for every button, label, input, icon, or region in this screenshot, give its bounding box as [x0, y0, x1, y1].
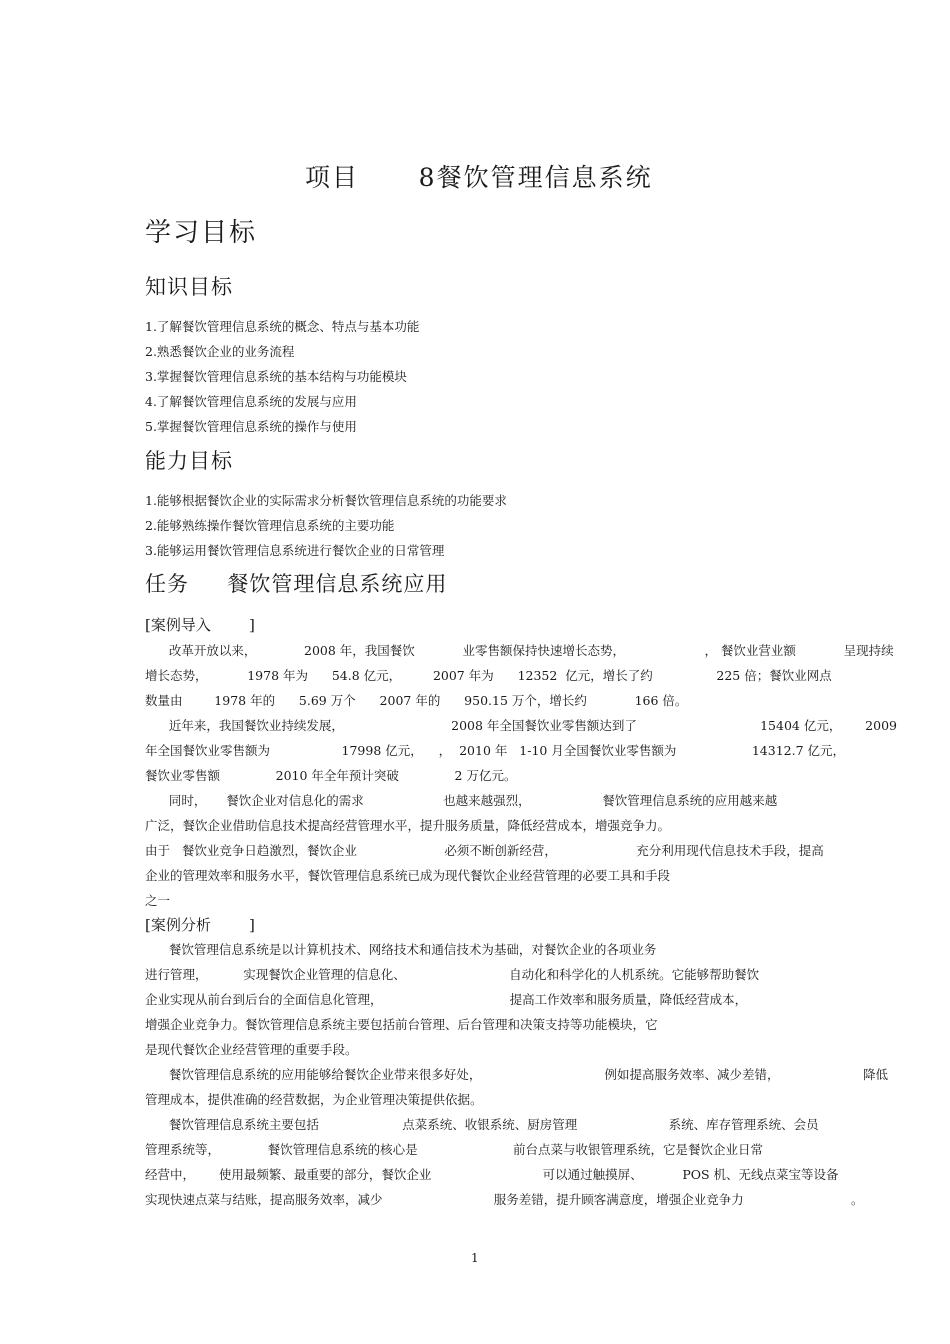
analysis-line: 餐饮管理信息系统主要包括 点菜系统、收银系统、厨房管理 系统、库存管理系统、会员	[145, 1117, 819, 1132]
case-line: 数量由 1978 年的 5.69 万个 2007 年的 950.15 万个，增长约 166 倍。	[145, 693, 688, 708]
analysis-line: 是现代餐饮企业经营管理的重要手段。	[145, 1042, 358, 1057]
knowledge-item: 3.掌握餐饮管理信息系统的基本结构与功能模块	[145, 369, 407, 384]
analysis-line: 管理系统等， 餐饮管理信息系统的核心是 前台点菜与收银管理系统，它是餐饮企业日常	[145, 1142, 764, 1157]
page-number: 1	[471, 1251, 479, 1265]
case-intro-label: [案例导入 ]	[145, 616, 255, 634]
case-analysis-label: [案例分析 ]	[145, 916, 255, 934]
knowledge-item: 5.掌握餐饮管理信息系统的操作与使用	[145, 419, 357, 434]
case-line: 同时， 餐饮企业对信息化的需求 也越来越强烈， 餐饮管理信息系统的应用越来越	[145, 793, 778, 808]
case-line: 由于 餐饮业竞争日趋激烈，餐饮企业 必须不断创新经营， 充分利用现代信息技术手段，提高	[145, 843, 824, 858]
knowledge-item: 1.了解餐饮管理信息系统的概念、特点与基本功能	[145, 319, 420, 334]
knowledge-item: 4.了解餐饮管理信息系统的发展与应用	[145, 394, 357, 409]
ability-item: 3.能够运用餐饮管理信息系统进行餐饮企业的日常管理	[145, 543, 445, 558]
analysis-line: 餐饮管理信息系统是以计算机技术、网络技术和通信技术为基础，对餐饮企业的各项业务	[145, 942, 657, 957]
heading-ability-goals: 能力目标	[145, 449, 233, 473]
ability-item: 1.能够根据餐饮企业的实际需求分析餐饮管理信息系统的功能要求	[145, 493, 507, 508]
heading-knowledge-goals: 知识目标	[145, 275, 233, 299]
case-line: 年全国餐饮业零售额为 17998 亿元， ， 2010 年 1-10 月全国餐饮业零售额为 14312.7 亿元，	[145, 743, 846, 758]
case-line: 广泛，餐饮企业借助信息技术提高经营管理水平，提升服务质量，降低经营成本，增强竞争力。	[145, 818, 671, 833]
analysis-line: 进行管理， 实现餐饮企业管理的信息化、 自动化和科学化的人机系统。它能够帮助餐饮	[145, 967, 760, 982]
analysis-line: 经营中， 使用最频繁、最重要的部分，餐饮企业 可以通过触摸屏、 POS 机、无线点菜宝等设备	[145, 1167, 839, 1182]
heading-learning-goals: 学习目标	[145, 218, 258, 248]
knowledge-item: 2.熟悉餐饮企业的业务流程	[145, 344, 295, 359]
case-line: 近年来，我国餐饮业持续发展， 2008 年全国餐饮业零售额达到了 15404 亿元， 2009	[145, 718, 897, 733]
analysis-line: 餐饮管理信息系统的应用能够给餐饮企业带来很多好处， 例如提高服务效率、减少差错， 降低	[145, 1067, 888, 1082]
case-line: 之一	[145, 893, 171, 908]
analysis-line: 企业实现从前台到后台的全面信息化管理， 提高工作效率和服务质量，降低经营成本，	[145, 992, 748, 1007]
case-line: 改革开放以来， 2008 年，我国餐饮 业零售额保持快速增长态势， ， 餐饮业营业额 呈现持续	[145, 643, 894, 658]
ability-item: 2.能够熟练操作餐饮管理信息系统的主要功能	[145, 518, 395, 533]
case-line: 增长态势， 1978 年为 54.8 亿元， 2007 年为 12352 亿元，增长了约 225 倍；餐饮业网点	[145, 668, 832, 683]
analysis-line: 实现快速点菜与结账，提高服务效率，减少 服务差错，提升顾客满意度，增强企业竞争力 。	[145, 1192, 864, 1207]
heading-task: 任务 餐饮管理信息系统应用	[145, 572, 448, 596]
case-line: 餐饮业零售额 2010 年全年预计突破 2 万亿元。	[145, 768, 517, 783]
analysis-line: 管理成本，提供准确的经营数据，为企业管理决策提供依据。	[145, 1092, 483, 1107]
document-title: 项目 8餐饮管理信息系统	[305, 163, 653, 192]
case-line: 企业的管理效率和服务水平，餐饮管理信息系统已成为现代餐饮企业经营管理的必要工具和手段	[145, 868, 671, 883]
analysis-line: 增强企业竞争力。餐饮管理信息系统主要包括前台管理、后台管理和决策支持等功能模块，它	[145, 1017, 658, 1032]
